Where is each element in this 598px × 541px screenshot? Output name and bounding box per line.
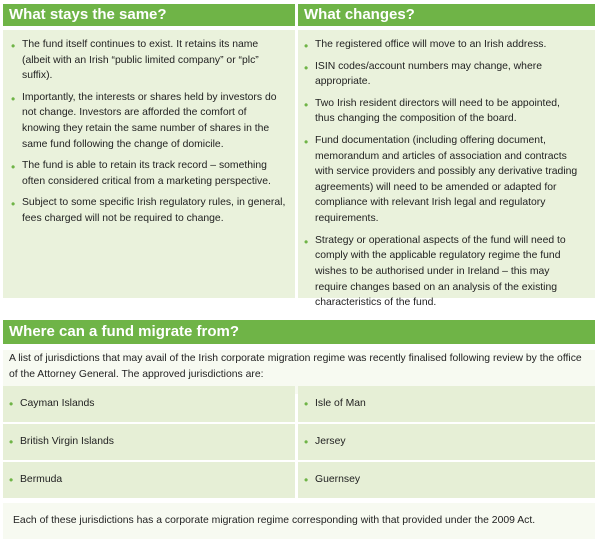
jurisdiction-item: • Guernsey [298,462,595,498]
jurisdiction-item: • Jersey [298,424,595,460]
list-item: • Two Irish resident directors will need to be appointed, thus changing the composition of the board. [304,96,581,127]
jurisdiction-item: • Isle of Man [298,386,595,422]
migrate-header: Where can a fund migrate from? [3,320,595,344]
same-panel [3,30,295,298]
changes-panel [298,30,595,309]
same-header: What stays the same? [3,4,295,26]
list-item: • The fund itself continues to exist. It retains its name (albeit with an Irish “public limited company” or “plc” suffix). [11,37,287,84]
list-item: • The registered office will move to an Irish address. [304,37,581,53]
same-list [11,37,287,227]
migrate-intro: A list of jurisdictions that may avail of the Irish corporate migration regime was recently finalised following review by the office of the Attorney General. The approved jurisdictions are: [3,350,595,394]
jurisdiction-item: • Bermuda [3,462,295,498]
changes-header: What changes? [298,4,595,26]
list-item: • ISIN codes/account numbers may change, where appropriate. [304,59,581,90]
list-item: • Strategy or operational aspects of the fund will need to comply with the applicable regulatory regime the fund wishes to be authorised under in Ireland – this may require changes based on an analysis of the existing characteristics of the fund. [304,233,581,311]
jurisdiction-item: • British Virgin Islands [3,424,295,460]
list-item: • Subject to some specific Irish regulatory rules, in general, fees charged will not be required to change. [11,195,287,226]
list-item: • Importantly, the interests or shares held by investors do not change. Investors are afforded the comfort of knowing they retain the same number of shares in the same fund following the change of domicile. [11,90,287,152]
jurisdiction-item: • Cayman Islands [3,386,295,422]
changes-list [304,37,581,311]
list-item: • The fund is able to retain its track record – something often considered critical from a marketing perspective. [11,158,287,189]
list-item: • Fund documentation (including offering document, memorandum and articles of association and contracts with service providers and possibly any derivative trading agreements) will need to be amended or adapted for compliance with relevant Irish legal and regulatory requirements. [304,133,581,227]
migrate-footer: Each of these jurisdictions has a corporate migration regime corresponding with that provided under the 2009 Act. [3,503,595,539]
